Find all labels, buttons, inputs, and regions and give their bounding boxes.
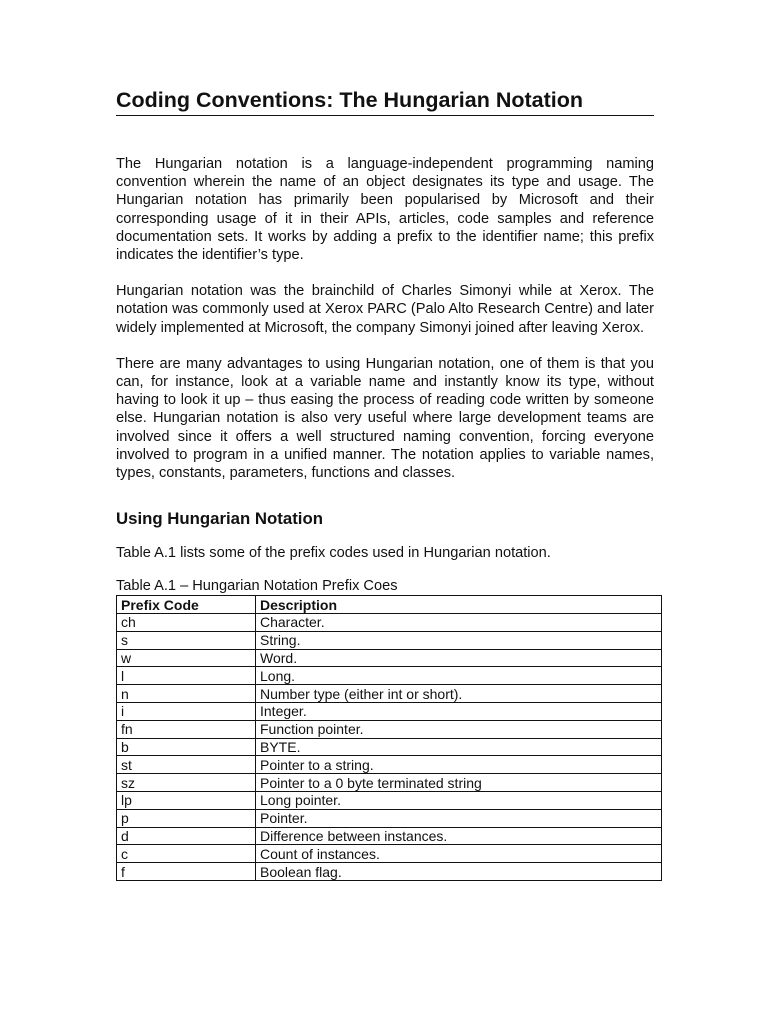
description-cell: Long.: [256, 667, 662, 685]
description-cell: Character.: [256, 614, 662, 632]
prefix-code-table: [116, 595, 662, 881]
prefix-code-cell: fn: [117, 720, 256, 738]
description-cell: Number type (either int or short).: [256, 685, 662, 703]
prefix-code-cell: i: [117, 703, 256, 721]
description-cell: Pointer to a string.: [256, 756, 662, 774]
description-cell: BYTE.: [256, 738, 662, 756]
table-row: [117, 738, 662, 756]
document-title: Coding Conventions: The Hungarian Notation: [116, 86, 654, 116]
description-cell: Word.: [256, 649, 662, 667]
table-row: [117, 649, 662, 667]
description-cell: Count of instances.: [256, 845, 662, 863]
paragraph-history: Hungarian notation was the brainchild of Charles Simonyi while at Xerox. The notation was commonly used at Xerox PARC (Palo Alto Research Centre) and later widely implemented at Microsoft, the company Simonyi joined after leaving Xerox.: [116, 283, 654, 336]
paragraph-intro: The Hungarian notation is a language-independent programming naming convention wherein the name of an object designates its type and usage. The Hungarian notation has primarily been popularised by Microsoft and their corresponding usage of it in their APIs, articles, code samples and reference documentation sets. It works by adding a prefix to the identifier name; this prefix indicates the identifier’s type.: [116, 156, 654, 264]
table-row: [117, 756, 662, 774]
table-row: [117, 614, 662, 632]
table-row: [117, 827, 662, 845]
table-row: [117, 720, 662, 738]
table-caption: Table A.1 – Hungarian Notation Prefix Coes: [116, 578, 398, 595]
table-row: [117, 863, 662, 881]
description-cell: Long pointer.: [256, 792, 662, 810]
section-heading: Using Hungarian Notation: [116, 509, 323, 529]
table-row: [117, 685, 662, 703]
table-row: [117, 703, 662, 721]
prefix-code-cell: sz: [117, 774, 256, 792]
prefix-code-cell: ch: [117, 614, 256, 632]
prefix-code-cell: b: [117, 738, 256, 756]
prefix-code-cell: s: [117, 631, 256, 649]
prefix-code-cell: n: [117, 685, 256, 703]
table-body: [117, 614, 662, 881]
header-prefix-code: Prefix Code: [117, 596, 256, 614]
table-row: [117, 631, 662, 649]
description-cell: Pointer.: [256, 809, 662, 827]
table-row: [117, 845, 662, 863]
paragraph-advantages: There are many advantages to using Hungarian notation, one of them is that you can, for instance, look at a variable name and instantly know its type, without having to look it up – thus easing the process of reading code written by someone else. Hungarian notation is also very useful where large development teams are involved since it offers a well structured naming convention, forcing everyone involved to program in a unified manner. The notation applies to variable names, types, constants, parameters, functions and classes.: [116, 355, 654, 482]
prefix-code-cell: f: [117, 863, 256, 881]
prefix-code-cell: lp: [117, 792, 256, 810]
document-page: [116, 86, 654, 881]
header-description: Description: [256, 596, 662, 614]
prefix-code-cell: st: [117, 756, 256, 774]
table-row: [117, 774, 662, 792]
prefix-code-cell: w: [117, 649, 256, 667]
section-intro: Table A.1 lists some of the prefix codes used in Hungarian notation.: [116, 545, 551, 562]
prefix-code-cell: c: [117, 845, 256, 863]
table-row: [117, 809, 662, 827]
table-row: [117, 792, 662, 810]
description-cell: Difference between instances.: [256, 827, 662, 845]
description-cell: Function pointer.: [256, 720, 662, 738]
description-cell: Integer.: [256, 703, 662, 721]
prefix-code-cell: l: [117, 667, 256, 685]
description-cell: Pointer to a 0 byte terminated string: [256, 774, 662, 792]
table-row: [117, 667, 662, 685]
description-cell: String.: [256, 631, 662, 649]
description-cell: Boolean flag.: [256, 863, 662, 881]
prefix-code-cell: d: [117, 827, 256, 845]
prefix-code-cell: p: [117, 809, 256, 827]
table-header-row: [117, 596, 662, 614]
